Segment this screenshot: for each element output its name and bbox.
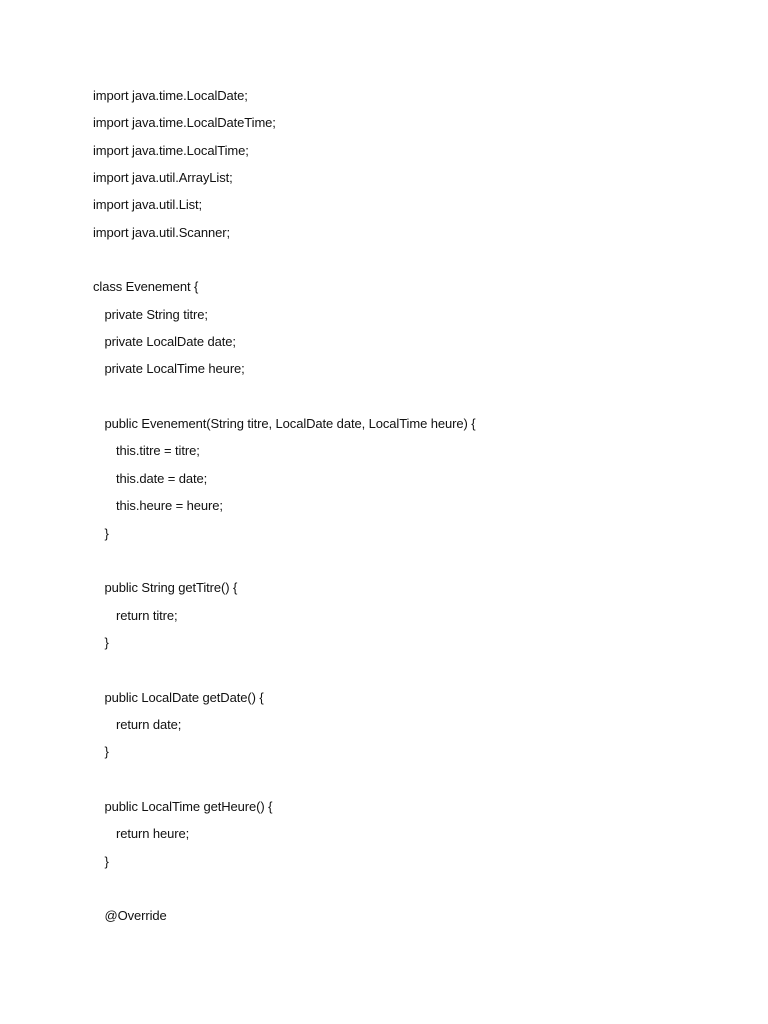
code-line: private LocalDate date;: [104, 334, 236, 350]
code-line: import java.util.ArrayList;: [93, 170, 233, 186]
code-line: private String titre;: [104, 306, 208, 322]
code-line: public LocalTime getHeure() {: [104, 798, 273, 814]
code-line: this.titre = titre;: [116, 443, 200, 459]
blank-line: [93, 877, 733, 904]
code-line: private LocalTime heure;: [104, 361, 245, 377]
code-line: import java.util.List;: [93, 197, 203, 213]
code-line: return date;: [116, 716, 182, 732]
code-line: public Evenement(String titre, LocalDate date, LocalTime heure) {: [104, 416, 476, 432]
code-line: return titre;: [116, 607, 178, 623]
code-line: return heure;: [116, 826, 190, 842]
blank-line: [93, 248, 733, 275]
blank-line: [93, 385, 733, 412]
blank-line: [93, 549, 733, 576]
blank-line: [93, 658, 733, 685]
code-line: import java.time.LocalTime;: [93, 142, 249, 158]
code-text-block: [93, 84, 733, 932]
code-line: this.heure = heure;: [116, 498, 223, 514]
code-line: class Evenement {: [93, 279, 199, 295]
blank-line: [93, 768, 733, 795]
code-line: public String getTitre() {: [104, 580, 238, 596]
code-line: @Override: [104, 908, 167, 924]
code-line: }: [104, 634, 109, 650]
code-line: }: [104, 744, 109, 760]
code-line: }: [104, 853, 109, 869]
code-line: public LocalDate getDate() {: [104, 689, 264, 705]
code-line: import java.util.Scanner;: [93, 224, 230, 240]
code-line: this.date = date;: [116, 470, 208, 486]
code-line: import java.time.LocalDateTime;: [93, 115, 276, 131]
code-line: import java.time.LocalDate;: [93, 88, 248, 103]
code-line: }: [104, 525, 109, 541]
